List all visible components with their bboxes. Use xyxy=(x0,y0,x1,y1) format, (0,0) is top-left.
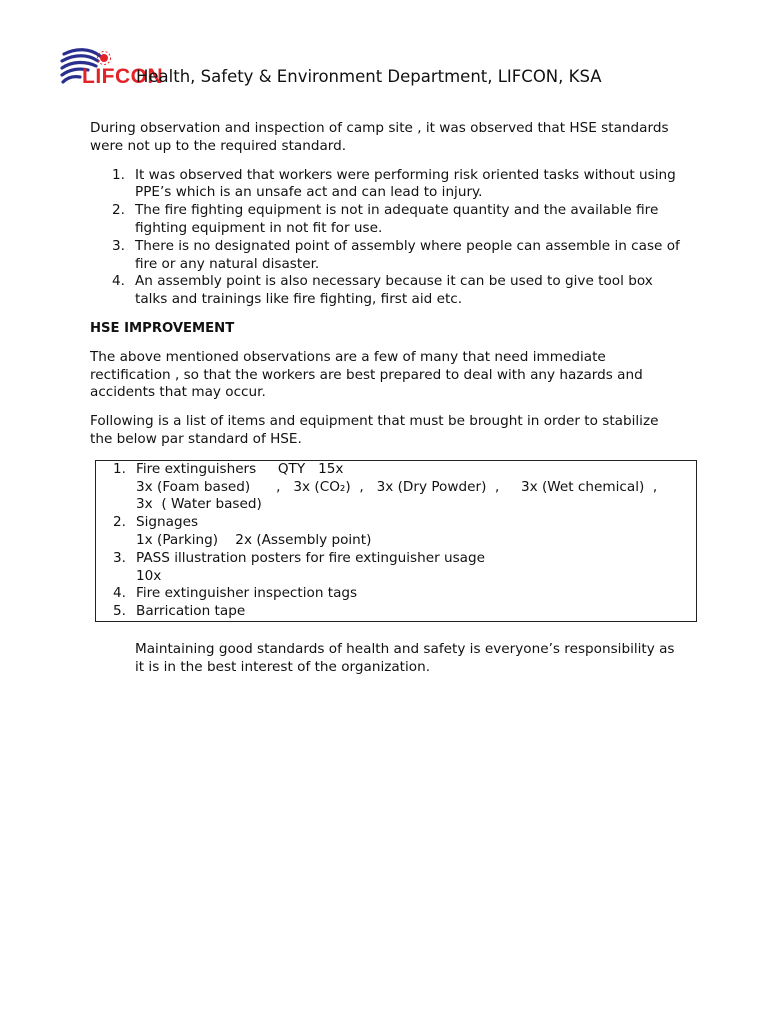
list-item: 5. Barrication tape xyxy=(113,603,246,620)
list-item: 1. It was observed that workers were performing risk oriented tasks without using PPE’s which is an unsafe act and can lead to injury. xyxy=(112,166,676,201)
logo-wordmark: LIFCON xyxy=(82,65,164,88)
section-heading: HSE IMPROVEMENT xyxy=(90,320,235,336)
department-title: Health, Safety & Environment Department, LIFCON, KSA xyxy=(136,67,602,86)
observations-list xyxy=(90,167,680,309)
equipment-list xyxy=(96,461,696,621)
intro-paragraph: During observation and inspection of camp site , it was observed that HSE standards were not up to the required standard. xyxy=(90,120,669,154)
list-item: 1. Fire extinguishers QTY 15x 3x (Foam based) , 3x (CO₂) , 3x (Dry Powder) , 3x (Wet chemical) , 3x ( Water based) xyxy=(113,460,658,513)
document-body xyxy=(90,120,680,688)
list-item: 4. An assembly point is also necessary because it can be used to give tool box talks and trainings like fire fighting, first aid etc. xyxy=(112,273,653,308)
list-item: 2. The fire fighting equipment is not in adequate quantity and the available fire fighting equipment in not fit for use. xyxy=(112,202,659,236)
improvement-paragraph: The above mentioned observations are a few of many that need immediate rectification , so that the workers are best prepared to deal with any hazards and accidents that may occur. xyxy=(90,348,643,401)
list-item: 2. Signages 1x (Parking) 2x (Assembly point) xyxy=(113,514,372,548)
equipment-box xyxy=(95,460,697,622)
closing-paragraph: Maintaining good standards of health and safety is everyone’s responsibility as it is in the best interest of the organization. xyxy=(135,640,675,675)
list-item: 3. PASS illustration posters for fire extinguisher usage 10x xyxy=(113,549,486,584)
list-item: 4. Fire extinguisher inspection tags xyxy=(113,585,358,602)
list-intro-paragraph: Following is a list of items and equipment that must be brought in order to stabilize the below par standard of HSE. xyxy=(90,413,659,447)
list-item: 3. There is no designated point of assembly where people can assemble in case of fire or any natural disaster. xyxy=(112,237,680,272)
